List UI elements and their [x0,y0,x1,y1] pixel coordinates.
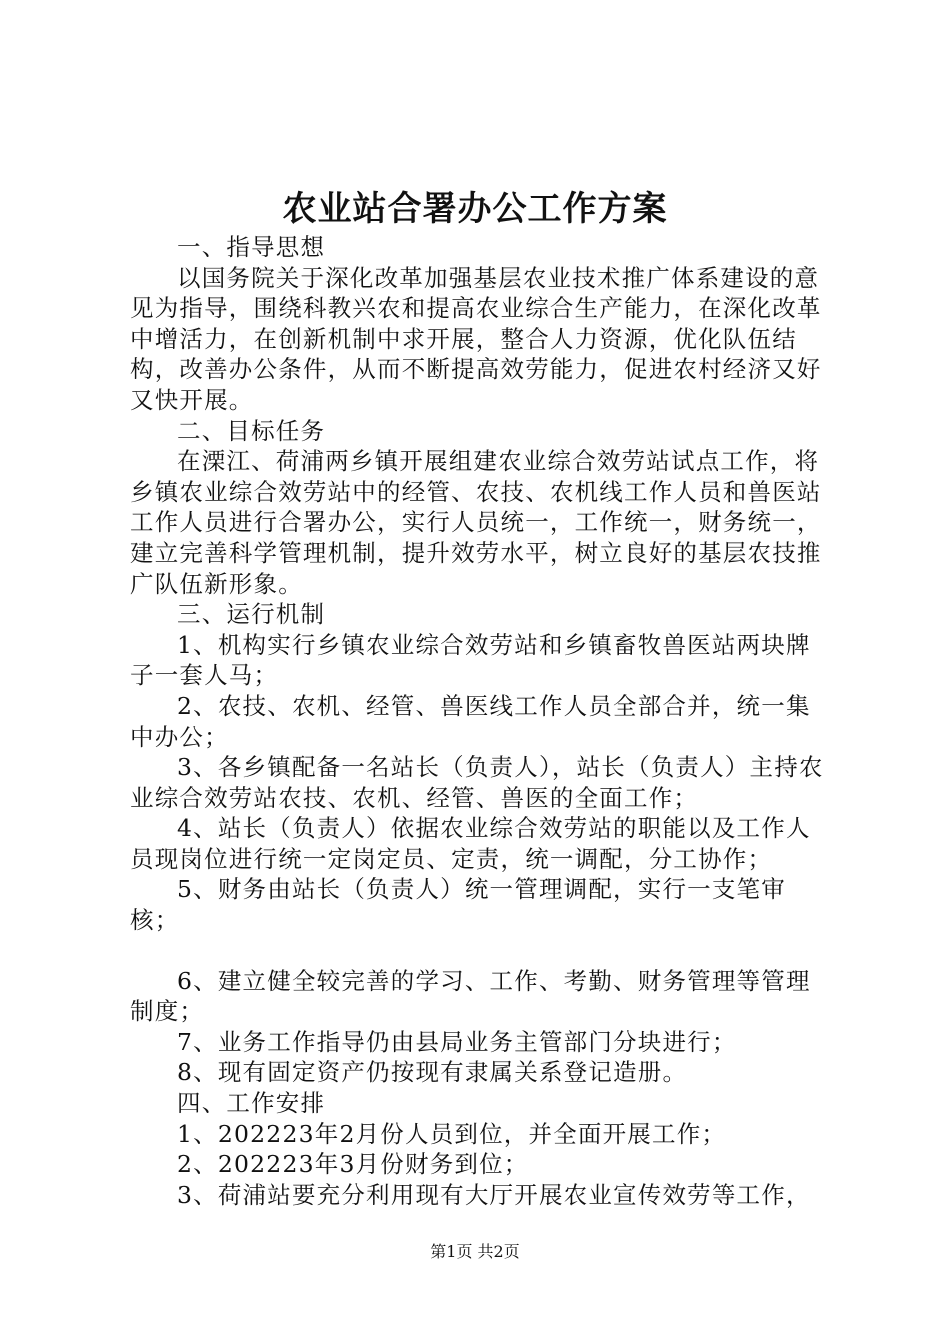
paragraph: 以国务院关于深化改革加强基层农业技术推广体系建设的意见为指导，围绕科教兴农和提高农业综合生产能力，在深化改革中增活力，在创新机制中求开展，整合人力资源，优化队伍结构，改善办公条件，从而不断提高效劳能力，促进农村经济又好又快开展。 [130,263,822,414]
list-item: 3、各乡镇配备一名站长（负责人），站长（负责人）主持农业综合效劳站农技、农机、经管、兽医的全面工作； [130,753,824,812]
list-item: 8、现有固定资产仍按现有隶属关系登记造册。 [177,1058,688,1087]
list-item: 3、荷浦站要充分利用现有大厅开展农业宣传效劳等工作， [177,1180,811,1209]
section-heading: 一、指导思想 [177,233,326,261]
list-item: 5、财务由站长（负责人）统一管理调配，实行一支笔审核； [130,875,786,935]
list-item: 1、202223年2月份人员到位，并全面开展工作； [177,1119,727,1148]
page-number-footer: 第1页 共2页 [430,1242,520,1261]
list-item: 4、站长（负责人）依据农业综合效劳站的职能以及工作人员现岗位进行统一定岗定员、定责，统一调配，分工协作； [130,814,811,873]
section-heading: 二、目标任务 [177,416,326,445]
paragraph: 在溧江、荷浦两乡镇开展组建农业综合效劳站试点工作，将乡镇农业综合效劳站中的经管、农技、农机线工作人员和兽医站工作人员进行合署办公，实行人员统一，工作统一，财务统一，建立完善科学管理机制，提升效劳水平，树立良好的基层农技推广队伍新形象。 [130,447,822,598]
document-title: 农业站合署办公工作方案 [282,189,668,229]
list-item: 7、业务工作指导仍由县局业务主管部门分块进行； [177,1027,737,1056]
document-body [130,232,830,1210]
list-item: 2、农技、农机、经管、兽医线工作人员全部合并，统一集中办公； [130,691,811,751]
list-item: 2、202223年3月份财务到位； [177,1150,529,1179]
list-item: 1、机构实行乡镇农业综合效劳站和乡镇畜牧兽医站两块牌子一套人马； [130,630,811,690]
list-item: 6、建立健全较完善的学习、工作、考勤、财务管理等管理制度； [130,966,811,1026]
section-heading: 四、工作安排 [177,1089,326,1118]
section-heading: 三、运行机制 [177,600,326,629]
